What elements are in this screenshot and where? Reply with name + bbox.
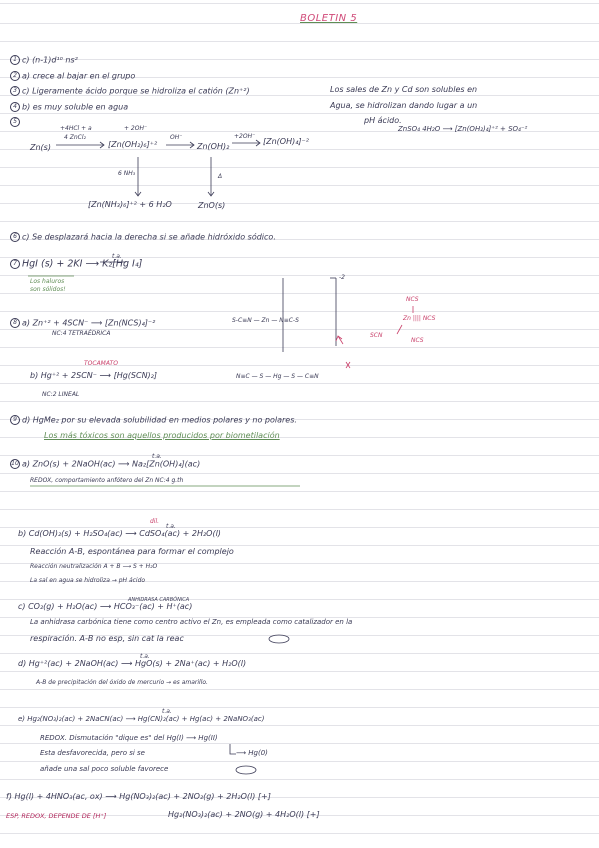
section-e-note-3: añade una sal poco soluble favorece — [40, 765, 169, 773]
section-f-note: ESP, REDOX, DEPENDE DE [H⁺] — [6, 812, 107, 820]
scheme-nh3: 6 NH₃ — [118, 170, 136, 177]
answer-8b-structure: N≡C — S — Hg — S — C≡N — [236, 373, 319, 380]
scheme-aqua-complex: [Zn(OH₂)₆]⁺² — [108, 140, 158, 149]
number-circle: 10 — [11, 460, 19, 467]
answer-8a-equation: a) Zn⁺² + 4SCN⁻ ⟶ [Zn(NCS)₄]⁻² — [22, 318, 156, 328]
answer-7-note: Los haluros son sólidos! — [30, 278, 66, 293]
number-circle: 7 — [10, 259, 20, 269]
answer-6-text: c) Se desplazará hacia la derecha si se añade hidróxido sódico. — [22, 232, 276, 242]
scheme-hydroxide: Zn(OH)₂ — [197, 142, 230, 151]
section-f-equation-2: Hg₂(NO₃)₂(ac) + 2NO(g) + 4H₂O(l) [+] — [168, 810, 320, 819]
circled-arrow-c — [269, 635, 289, 643]
red-arrow-1 — [338, 336, 343, 344]
section-e-note-2: Esta desfavorecida, pero si se — [40, 749, 145, 757]
number-circle: 3 — [10, 86, 20, 96]
answer-9-note: Los más tóxicos son aquellos producidos por biometilación — [44, 431, 280, 440]
number-circle: 9 — [10, 415, 20, 425]
section-f-equation: f) Hg(l) + 4HNO₃(ac, ox) ⟶ Hg(NO₃)₂(ac) + 2NO₂(g) + 2H₂O(l) [+] — [6, 792, 271, 801]
scheme-zincate: [Zn(OH)₄]⁻² — [263, 137, 309, 146]
scheme-above-1: +4HCl + a — [60, 125, 92, 132]
section-c-note-2: respiración. A-B no esp, sin cat la reac — [30, 634, 184, 643]
section-d-condition: t.a. — [140, 653, 150, 660]
section-d-equation: d) Hg⁺²(ac) + 2NaOH(ac) ⟶ HgO(s) + 2Na⁺(ac) + H₂O(l) — [18, 659, 247, 668]
section-d-note: A-B de precipitación del óxido de mercurio → es amarillo. — [36, 679, 208, 686]
section-e-condition: t.a. — [162, 708, 172, 715]
answer-10-condition: t.a. — [152, 453, 162, 460]
answer-3-equation: ZnSO₄ 4H₂O ⟶ [Zn(OH₂)₄]⁺² + SO₄⁻² — [398, 125, 528, 133]
number-circle: 2 — [10, 71, 20, 81]
section-b-dilute: dil. — [150, 518, 160, 525]
answer-10-note: REDOX, comportamiento anfótero del Zn NC:4 g.th — [30, 477, 184, 484]
section-e-equation: e) Hg₂(NO₃)₂(ac) + 2NaCN(ac) ⟶ Hg(CN)₂(ac) + Hg(ac) + 2NaNO₃(ac) — [18, 715, 265, 723]
answer-4-text: b) es muy soluble en agua — [22, 102, 129, 112]
number-circle: 5 — [10, 117, 20, 127]
scheme-ammine-complex: [Zn(NH₃)₆]⁺² + 6 H₂O — [88, 200, 172, 209]
answer-3-note-1: Los sales de Zn y Cd son solubles en — [330, 85, 478, 94]
answer-3-text: c) Ligeramente ácido porque se hidroliza el catión (Zn⁺²) — [22, 86, 250, 96]
page-title: BOLETIN 5 — [300, 13, 358, 24]
branch-arrow-e — [230, 744, 236, 754]
scheme-zinc: Zn(s) — [30, 143, 51, 152]
answer-1-text: c) (n-1)d¹⁰ ns² — [22, 55, 78, 65]
section-b-condition: t.a. — [166, 523, 176, 530]
answer-2-text: a) crece al bajar en el grupo — [22, 71, 136, 81]
answer-7-condition: t.a. — [112, 253, 122, 260]
section-e-note-2b: ⟶ Hg(0) — [236, 749, 268, 757]
answer-8a-charge: -2 — [339, 274, 345, 281]
section-b-note-1: Reacción A-B, espontánea para formar el complejo — [30, 547, 234, 556]
section-c-note-1: La anhidrasa carbónica tiene como centro activo el Zn, es empleada como catalizador en la — [30, 618, 353, 626]
scheme-oh: OH⁻ — [170, 134, 183, 141]
answer-8a-zn-ncs: Zn |||| NCS — [403, 315, 436, 322]
answer-7-equation: HgI (s) + 2KI ⟶ K₂[Hg I₄] — [22, 258, 143, 270]
section-e-note-1: REDOX. Dismutación "dique es" del Hg(I) ⟶ Hg(II) — [40, 734, 218, 742]
answer-10-equation: a) ZnO(s) + 2NaOH(ac) ⟶ Na₂[Zn(OH)₄](ac) — [22, 459, 201, 469]
scheme-delta: Δ — [218, 173, 223, 180]
answer-9-text: d) HgMe₂ por su elevada solubilidad en medios polares y no polares. — [22, 415, 297, 425]
answer-8a-structure: S-C≡N — Zn — N≡C-S — [232, 317, 299, 324]
answer-8a-ncs-bottom: NCS — [411, 337, 424, 344]
circled-arrow-e — [236, 766, 256, 774]
section-b-note-3: La sal en agua se hidroliza → pH ácido — [30, 577, 146, 584]
scheme-above-4: +2OH⁻ — [234, 133, 256, 140]
section-c-equation: c) CO₂(g) + H₂O(ac) ⟶ HCO₃⁻(ac) + H⁺(ac) — [18, 602, 193, 611]
answer-8a-scn: SCN — [370, 332, 383, 339]
section-b-equation: b) Cd(OH)₂(s) + H₂SO₄(ac) ⟶ CdSO₄(ac) + 2H₂O(l) — [18, 529, 221, 538]
answer-8a-ncs-top: NCS — [406, 296, 419, 303]
answer-3-note-3: pH ácido. — [364, 116, 402, 125]
scheme-above-3: + 2OH⁻ — [124, 125, 148, 132]
answer-8b-label: TOCAMATO — [84, 360, 118, 367]
red-arrow-2 — [397, 325, 402, 334]
number-circle: 1 — [10, 55, 20, 65]
answer-8b-coordination: NC:2 LINEAL — [42, 391, 80, 398]
scheme-above-2: 4 ZnCl₂ — [64, 134, 86, 141]
section-b-note-2: Reacción neutralización A + B ⟶ S + H₂O — [30, 563, 158, 570]
answer-3-note-2: Agua, se hidrolizan dando lugar a un — [330, 101, 478, 110]
section-c-enzyme: ANHIDRASA CARBÓNICA — [128, 597, 190, 603]
scheme-zinc-oxide: ZnO(s) — [198, 201, 226, 210]
answer-8a-coordination: NC:4 TETRAÉDRICA — [52, 330, 111, 337]
number-circle: 4 — [10, 102, 20, 112]
number-circle: 6 — [10, 232, 20, 242]
answer-8b-equation: b) Hg⁺² + 2SCN⁻ ⟶ [Hg(SCN)₂] — [30, 371, 158, 380]
number-circle: 8 — [10, 318, 20, 328]
